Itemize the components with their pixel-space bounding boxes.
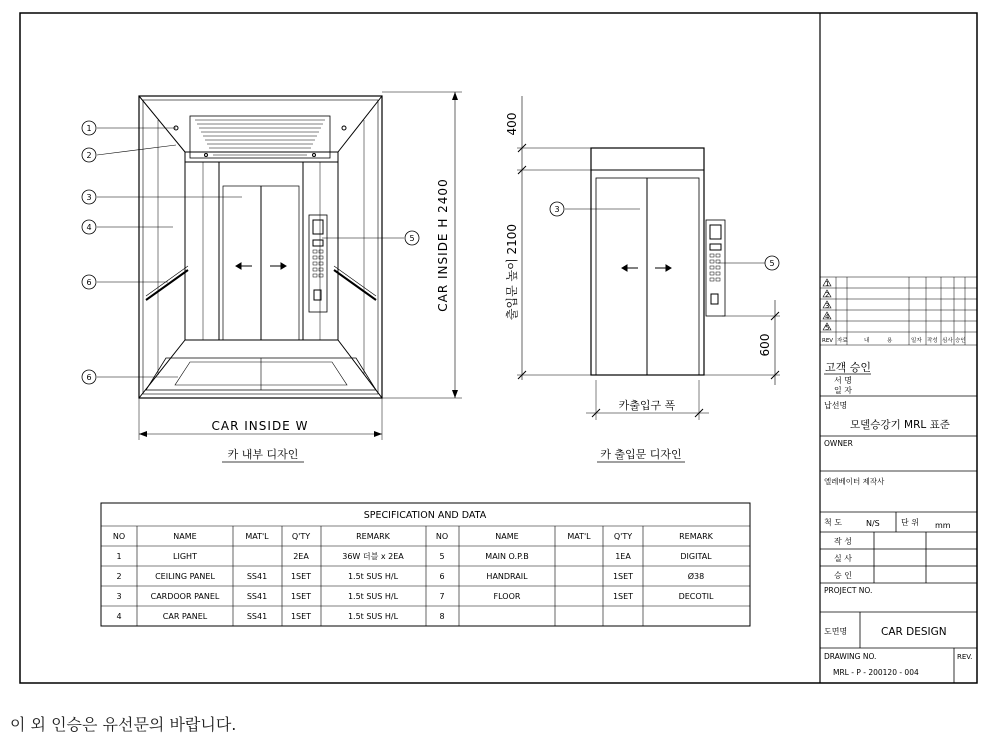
spec-cell: 1SET: [290, 612, 312, 621]
rev-mark-3: 3: [825, 302, 830, 310]
date-label: 일 자: [834, 386, 852, 395]
callout-2: 2: [86, 151, 92, 160]
spec-cell: 36W 더블 x 2EA: [342, 552, 404, 561]
spec-cell: 4: [116, 612, 122, 621]
scale-value: N/S: [866, 519, 880, 528]
scale-label: 척 도: [824, 518, 842, 527]
spec-header-cell: REMARK: [356, 532, 390, 541]
spec-cell: 5: [439, 552, 445, 561]
spec-cell: 1: [116, 552, 122, 561]
spec-cell: FLOOR: [493, 592, 521, 601]
drawn-label: 작 성: [834, 537, 852, 546]
approved-label: 승 인: [834, 571, 852, 580]
entrance-callout-3: 3: [554, 205, 560, 214]
interior-view-title: 카 내부 디자인: [227, 448, 299, 461]
car-inside-height-dim: CAR INSIDE H 2400: [436, 178, 450, 312]
spec-cell: MAIN O.P.B: [485, 552, 529, 561]
spec-header-cell: NO: [435, 532, 449, 541]
spec-cell: 7: [439, 592, 445, 601]
rev-header-content-2: 용: [887, 338, 893, 344]
sheet-border: [20, 13, 977, 683]
spec-cell: HANDRAIL: [486, 572, 528, 581]
spec-cell: 1.5t SUS H/L: [347, 592, 399, 601]
drawing-name-label: 도면명: [824, 627, 848, 636]
drawing-name: CAR DESIGN: [881, 626, 947, 638]
spec-cell: 1.5t SUS H/L: [347, 572, 399, 581]
spec-header-cell: REMARK: [679, 532, 713, 541]
signature-label: 서 명: [834, 376, 852, 385]
callout-6-floor: 6: [86, 373, 92, 382]
rev-mark-5: 5: [825, 324, 830, 332]
spec-cell: SS41: [246, 612, 268, 621]
rev-header-approved: 승인: [955, 338, 966, 344]
callout-4: 4: [86, 223, 92, 232]
spec-cell: 1SET: [290, 592, 312, 601]
spec-header-cell: NAME: [495, 532, 519, 541]
spec-header-cell: MAT'L: [567, 532, 591, 541]
spec-table-title: SPECIFICATION AND DATA: [363, 510, 487, 521]
rev-header-date: 일자: [911, 338, 922, 344]
unit-label: 단 위: [901, 518, 919, 527]
rev-label: REV.: [957, 653, 973, 661]
top-dim-400: 400: [505, 112, 519, 136]
rev-header-content-1: 내: [864, 338, 870, 344]
spec-cell: 2EA: [293, 552, 309, 561]
checked-label: 실 사: [834, 554, 852, 563]
spec-cell: CAR PANEL: [162, 612, 208, 621]
spec-cell: CARDOOR PANEL: [150, 592, 220, 601]
spec-cell: DIGITAL: [680, 552, 712, 561]
spec-cell: 1SET: [290, 572, 312, 581]
spec-cell: 1.5t SUS H/L: [347, 612, 399, 621]
drawing-no-label: DRAWING NO.: [824, 652, 877, 661]
spec-cell: 1SET: [612, 572, 634, 581]
spec-header-cell: Q'TY: [291, 532, 311, 541]
spec-cell: LIGHT: [173, 552, 197, 561]
spec-cell: SS41: [246, 592, 268, 601]
spec-cell: CEILING PANEL: [155, 572, 215, 581]
customer-approval-label: 고객 승인: [825, 361, 872, 374]
spec-header-cell: MAT'L: [245, 532, 269, 541]
spec-cell: Ø38: [687, 572, 705, 581]
spec-header-cell: NAME: [173, 532, 197, 541]
owner-label: OWNER: [824, 439, 853, 448]
delivery-value: 모델승강기 MRL 표준: [850, 419, 950, 431]
spec-cell: 3: [116, 592, 122, 601]
spec-cell: 6: [439, 572, 445, 581]
op-height-dim-600: 600: [758, 333, 772, 357]
rev-mark-2: 2: [825, 291, 830, 299]
door-height-dim: 출입문 높이 2100: [505, 223, 519, 321]
rev-mark-1: 1: [825, 280, 830, 288]
maker-label: 엘레베이터 제작사: [824, 477, 885, 486]
car-inside-width-dim: CAR INSIDE W: [211, 419, 309, 433]
drawing-no: MRL - P - 200120 - 004: [833, 668, 919, 677]
inquiry-caption: 이 외 인승은 유선문의 바랍니다.: [10, 715, 237, 734]
entrance-width-dim: 카출입구 폭: [618, 399, 676, 412]
spec-header-cell: NO: [112, 532, 126, 541]
rev-header-drawn: 작성: [927, 338, 938, 344]
callout-3: 3: [86, 193, 92, 202]
rev-header-data: 자료: [837, 338, 848, 344]
project-no-label: PROJECT NO.: [824, 586, 873, 595]
spec-cell: 1EA: [615, 552, 631, 561]
callout-1: 1: [86, 124, 92, 133]
spec-cell: 2: [116, 572, 122, 581]
spec-cell: 1SET: [612, 592, 634, 601]
spec-cell: DECOTIL: [678, 592, 714, 601]
rev-header-checked: 심사: [942, 338, 953, 344]
entrance-view-title: 카 출입문 디자인: [600, 448, 682, 461]
spec-header-cell: Q'TY: [613, 532, 633, 541]
callout-5: 5: [409, 234, 415, 243]
entrance-callout-5: 5: [769, 259, 775, 268]
delivery-label: 납선명: [824, 401, 848, 410]
unit-value: mm: [935, 521, 951, 530]
callout-6: 6: [86, 278, 92, 287]
rev-mark-4: 4: [825, 313, 830, 321]
rev-header-rev: REV: [822, 338, 834, 344]
spec-cell: SS41: [246, 572, 268, 581]
spec-cell: 8: [439, 612, 445, 621]
